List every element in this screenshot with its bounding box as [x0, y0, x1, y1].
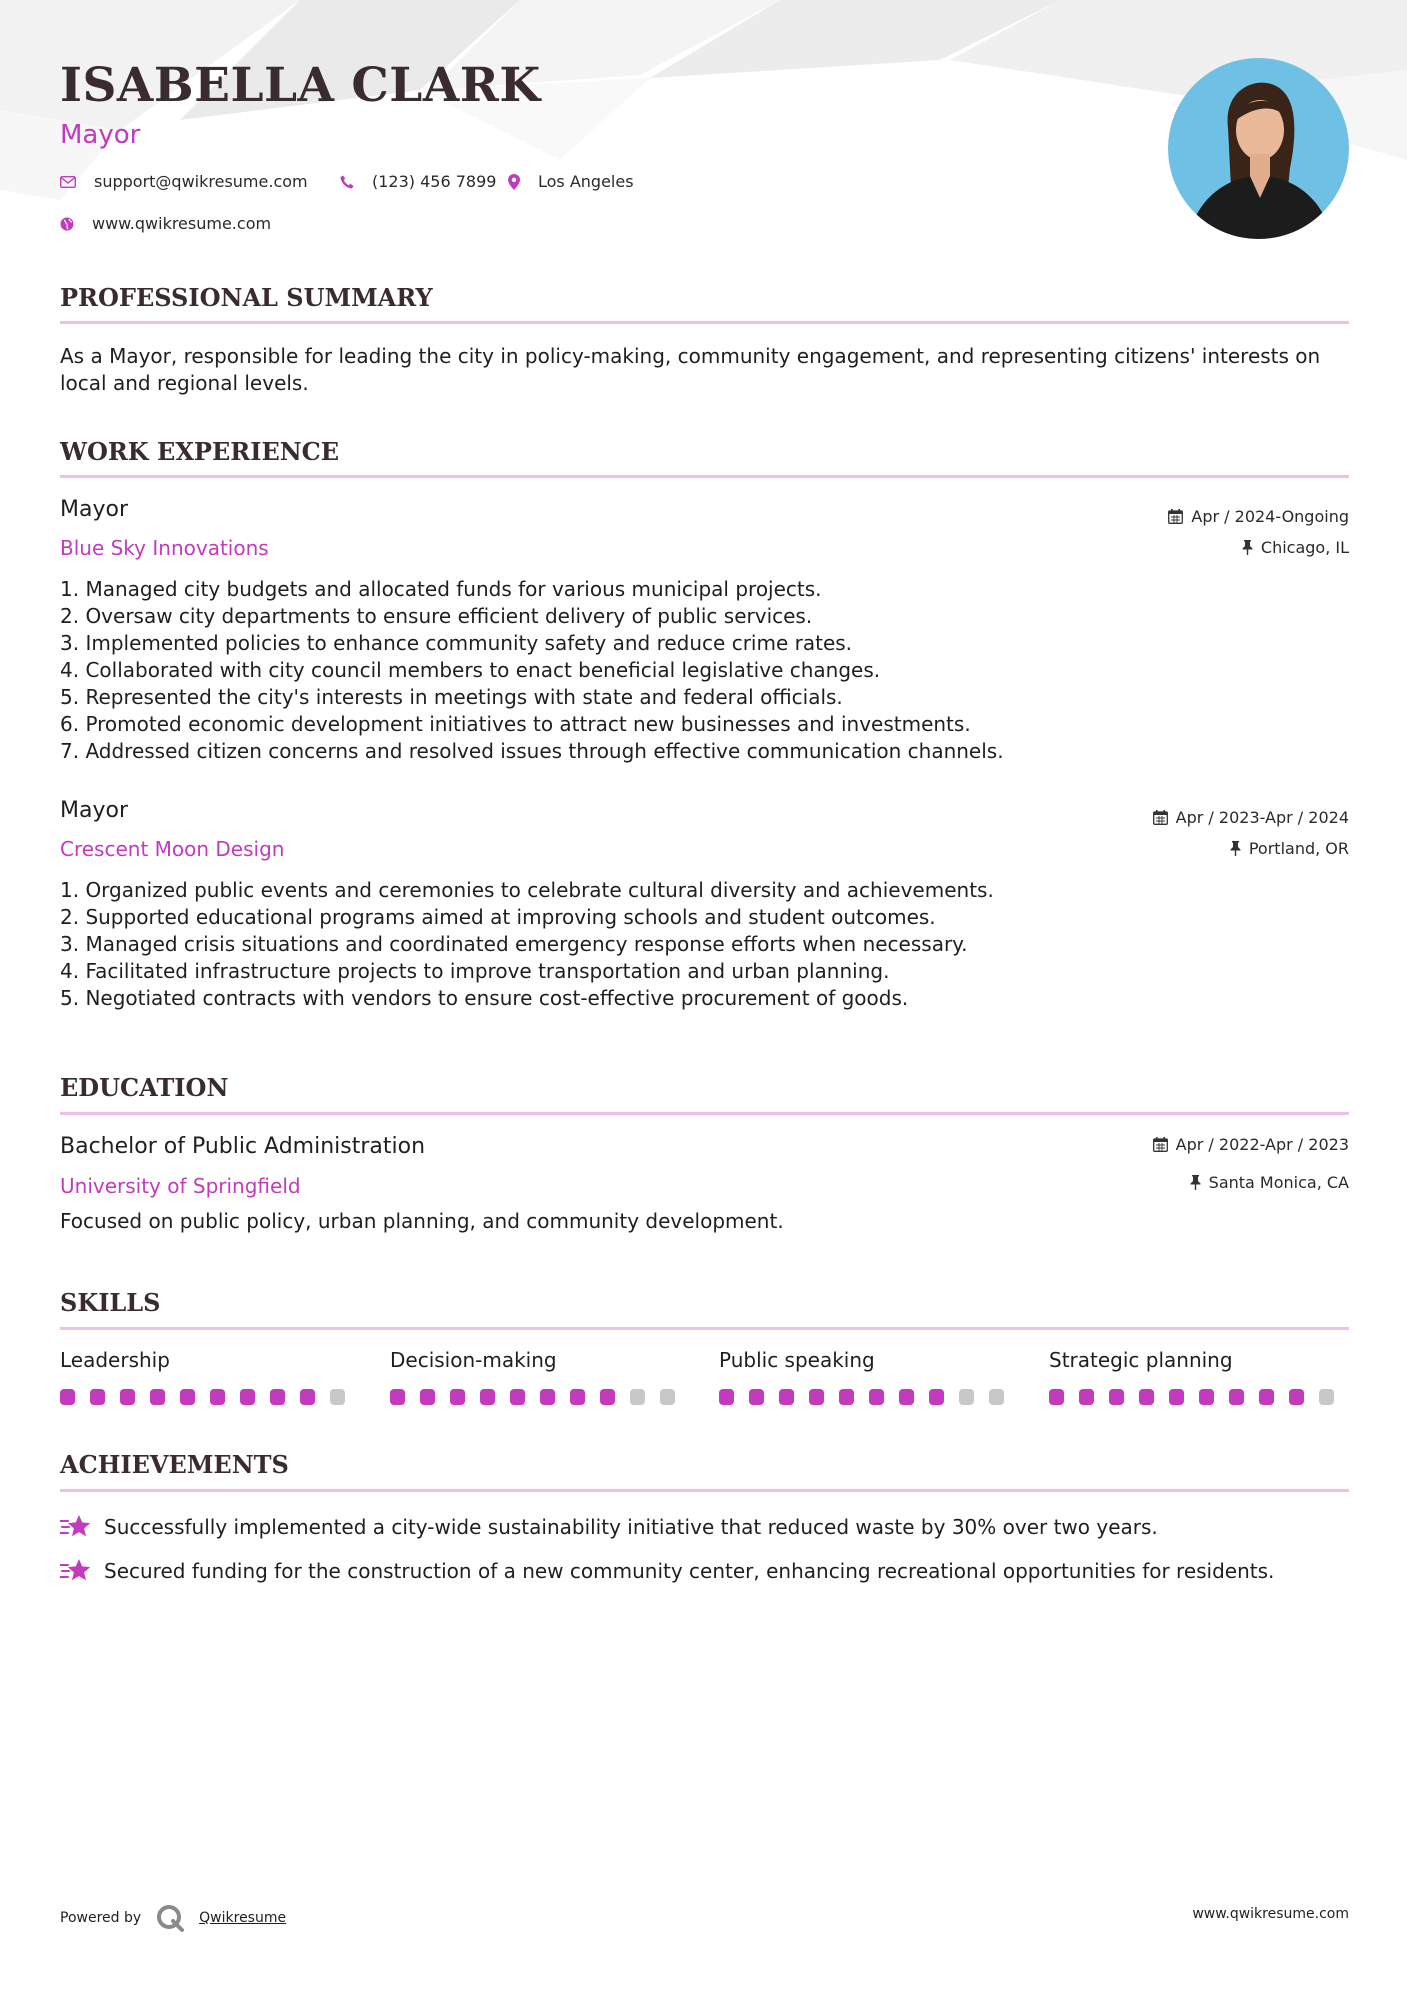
achievements-divider [60, 1489, 1349, 1492]
education-degree: Bachelor of Public Administration [60, 1134, 426, 1159]
summary-text: As a Mayor, responsible for leading the city in policy-making, community engagement, and representing citizens' interests on local and regional levels. [60, 344, 1321, 395]
education-description: Focused on public policy, urban planning, and community development. [60, 1209, 784, 1233]
skill-dot-filled [719, 1389, 734, 1405]
job-location-text: Chicago, IL [1260, 538, 1349, 557]
summary-divider [60, 321, 1349, 324]
job-role: Mayor [60, 497, 128, 522]
skill-dot-filled [1199, 1389, 1214, 1405]
achievement-text: Secured funding for the construction of a new community center, enhancing recreational opportunities for residents. [104, 1559, 1275, 1583]
skill-dot-filled [390, 1389, 405, 1405]
skill-dot-filled [240, 1389, 255, 1405]
contact-phone[interactable] [340, 172, 496, 191]
skill-dot-filled [1289, 1389, 1304, 1405]
skill-dot-filled [929, 1389, 944, 1405]
skill-item [719, 1348, 1019, 1378]
skill-name: Leadership [60, 1348, 170, 1372]
education-location-text: Santa Monica, CA [1208, 1173, 1349, 1192]
skill-dot-empty [1319, 1389, 1334, 1405]
skill-dot-filled [1079, 1389, 1094, 1405]
calendar-icon [1168, 509, 1183, 524]
education-heading: EDUCATION [60, 1073, 229, 1102]
job-company: Crescent Moon Design [60, 837, 285, 861]
skill-dot-filled [90, 1389, 105, 1405]
achievement-item [60, 1557, 1274, 1585]
duty-item: 5. Negotiated contracts with vendors to ensure cost-effective procurement of goods. [60, 986, 909, 1010]
skill-dot-empty [630, 1389, 645, 1405]
skill-dot-filled [300, 1389, 315, 1405]
education-dates-text: Apr / 2022-Apr / 2023 [1175, 1135, 1349, 1154]
skill-dot-filled [779, 1389, 794, 1405]
powered-by-label: Powered by [60, 1910, 142, 1926]
duty-item: 4. Collaborated with city council members to enact beneficial legislative changes. [60, 658, 881, 682]
duty-item: 2. Supported educational programs aimed at improving schools and student outcomes. [60, 905, 936, 929]
contact-website[interactable] [60, 214, 271, 233]
duty-item: 5. Represented the city's interests in meetings with state and federal officials. [60, 685, 843, 709]
achievements-heading: ACHIEVEMENTS [60, 1450, 289, 1479]
skill-rating [719, 1388, 1019, 1406]
job-dates-text: Apr / 2023-Apr / 2024 [1175, 808, 1349, 827]
skill-dot-filled [1049, 1389, 1064, 1405]
skill-rating [1049, 1388, 1349, 1406]
skill-dot-empty [330, 1389, 345, 1405]
duty-item: 4. Facilitated infrastructure projects to improve transportation and urban planning. [60, 959, 890, 983]
duty-item: 7. Addressed citizen concerns and resolved issues through effective communication channels. [60, 739, 1004, 763]
skill-rating [60, 1388, 360, 1406]
experience-divider [60, 475, 1349, 478]
job-location [1242, 538, 1349, 557]
phone-icon [340, 175, 354, 189]
footer-powered-by [60, 1903, 286, 1933]
candidate-title: Mayor [60, 120, 141, 150]
pushpin-icon [1230, 841, 1241, 856]
qwikresume-logo-icon [155, 1903, 185, 1933]
skill-dot-filled [1109, 1389, 1124, 1405]
job-duties-list [60, 576, 1004, 765]
location-text: Los Angeles [538, 172, 634, 191]
qwikresume-link[interactable]: Qwikresume [199, 1910, 287, 1926]
job-dates [1168, 507, 1349, 526]
profile-photo [1168, 58, 1349, 239]
duty-item: 3. Managed crisis situations and coordinated emergency response efforts when necessary. [60, 932, 968, 956]
education-divider [60, 1112, 1349, 1115]
skill-dot-filled [510, 1389, 525, 1405]
duty-item: 6. Promoted economic development initiatives to attract new businesses and investments. [60, 712, 971, 736]
skill-dot-filled [899, 1389, 914, 1405]
education-school: University of Springfield [60, 1174, 301, 1198]
skill-dot-filled [540, 1389, 555, 1405]
star-icon [60, 1557, 92, 1585]
skill-item [1049, 1348, 1349, 1378]
summary-heading: PROFESSIONAL SUMMARY [60, 283, 433, 312]
job-location-text: Portland, OR [1248, 839, 1349, 858]
skill-dot-filled [1169, 1389, 1184, 1405]
calendar-icon [1153, 1137, 1168, 1152]
education-dates [1153, 1135, 1349, 1154]
experience-heading: WORK EXPERIENCE [60, 437, 340, 466]
achievement-item [60, 1513, 1158, 1541]
job-role: Mayor [60, 798, 128, 823]
skills-divider [60, 1327, 1349, 1330]
skill-dot-empty [660, 1389, 675, 1405]
job-company: Blue Sky Innovations [60, 536, 269, 560]
footer-website[interactable]: www.qwikresume.com [1192, 1906, 1349, 1922]
phone-text: (123) 456 7899 [372, 172, 497, 191]
job-dates-text: Apr / 2024-Ongoing [1191, 507, 1349, 526]
pushpin-icon [1242, 540, 1253, 555]
skill-dot-filled [1139, 1389, 1154, 1405]
email-text: support@qwikresume.com [94, 172, 308, 191]
skill-dot-filled [210, 1389, 225, 1405]
skill-dot-filled [270, 1389, 285, 1405]
skills-heading: SKILLS [60, 1288, 161, 1317]
skill-item [390, 1348, 690, 1378]
skill-dot-filled [749, 1389, 764, 1405]
skill-dot-filled [420, 1389, 435, 1405]
duty-item: 3. Implemented policies to enhance community safety and reduce crime rates. [60, 631, 853, 655]
job-location [1230, 839, 1349, 858]
skill-dot-empty [959, 1389, 974, 1405]
skill-dot-empty [989, 1389, 1004, 1405]
skill-dot-filled [1229, 1389, 1244, 1405]
job-dates [1153, 808, 1349, 827]
globe-icon [60, 217, 74, 231]
skill-dot-filled [150, 1389, 165, 1405]
skill-dot-filled [570, 1389, 585, 1405]
skill-dot-filled [869, 1389, 884, 1405]
skill-dot-filled [809, 1389, 824, 1405]
skill-dot-filled [1259, 1389, 1274, 1405]
contact-email[interactable] [60, 172, 308, 191]
duty-item: 2. Oversaw city departments to ensure efficient delivery of public services. [60, 604, 813, 628]
achievement-text: Successfully implemented a city-wide sustainability initiative that reduced waste by 30% over two years. [104, 1515, 1158, 1539]
envelope-icon [60, 176, 76, 188]
star-icon [60, 1513, 92, 1541]
education-location [1190, 1173, 1349, 1192]
skill-rating [390, 1388, 690, 1406]
skill-item [60, 1348, 360, 1378]
skill-dot-filled [60, 1389, 75, 1405]
skill-dot-filled [600, 1389, 615, 1405]
calendar-icon [1153, 810, 1168, 825]
website-text: www.qwikresume.com [92, 214, 272, 233]
job-duties-list [60, 877, 994, 1012]
duty-item: 1. Organized public events and ceremonies to celebrate cultural diversity and achievements. [60, 878, 994, 902]
contact-location [508, 172, 634, 191]
skill-dot-filled [839, 1389, 854, 1405]
pushpin-icon [1190, 1175, 1201, 1190]
candidate-name: ISABELLA CLARK [60, 58, 541, 113]
skill-dot-filled [480, 1389, 495, 1405]
skill-name: Public speaking [719, 1348, 875, 1372]
skill-dot-filled [120, 1389, 135, 1405]
skill-name: Strategic planning [1049, 1348, 1233, 1372]
map-pin-icon [508, 174, 520, 190]
skill-dot-filled [450, 1389, 465, 1405]
skill-dot-filled [180, 1389, 195, 1405]
duty-item: 1. Managed city budgets and allocated funds for various municipal projects. [60, 577, 822, 601]
skill-name: Decision-making [390, 1348, 557, 1372]
